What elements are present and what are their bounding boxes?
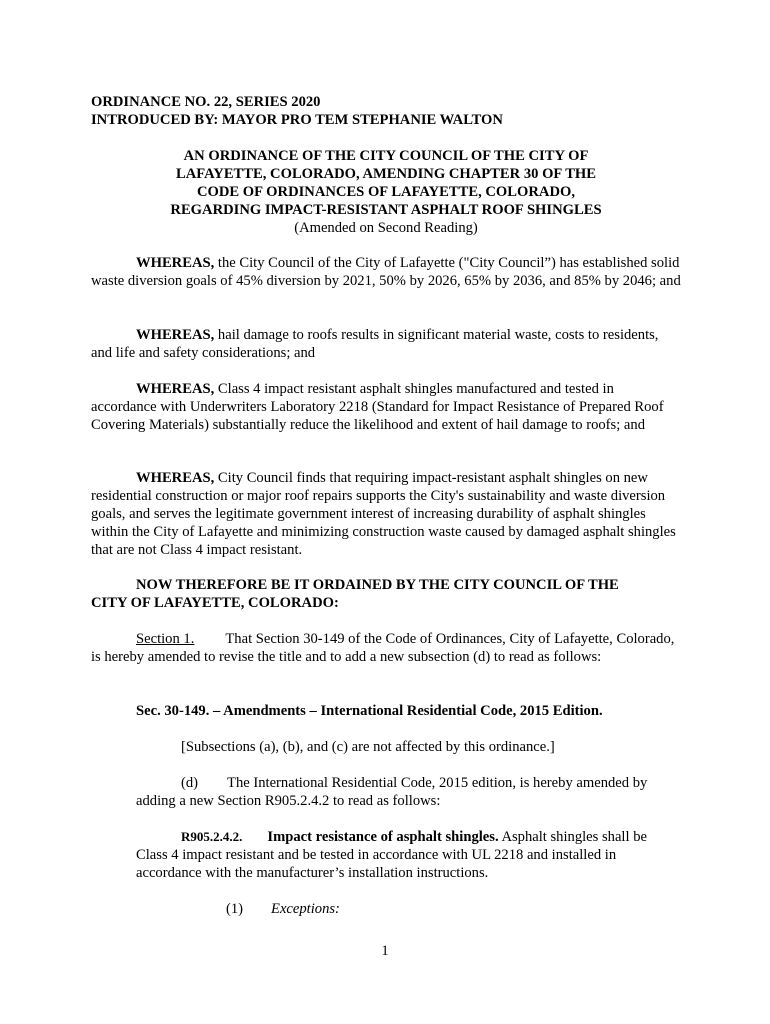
whereas-lead: WHEREAS, [136,470,215,486]
whereas-paragraph-2 [91,326,681,362]
r905-text: Asphalt shingles shall be Class 4 impact resistant and be tested in accordance with UL 2218 and installed in accordance with the manufacturer’s installation instructions. [136,829,647,881]
whereas-lead: WHEREAS, [136,255,215,271]
page-number: 1 [381,943,389,959]
title-line-4: REGARDING IMPACT-RESISTANT ASPHALT ROOF SHINGLES [170,202,602,218]
whereas-text: hail damage to roofs results in significant material waste, costs to residents, and life and safety considerations; and [91,327,659,361]
section-heading: Sec. 30-149. – Amendments – International Residential Code, 2015 Edition. [136,703,603,719]
section-1-label: Section 1. [136,631,195,647]
exceptions-heading: Exceptions: [271,901,340,917]
exceptions-line [226,900,426,918]
subsection-d-paragraph [136,774,681,810]
whereas-lead: WHEREAS, [136,381,215,397]
title-line-3: CODE OF ORDINANCES OF LAFAYETTE, COLORADO, [197,184,575,200]
subsection-d-label: (d) [181,775,199,791]
whereas-paragraph-3 [91,380,681,434]
r905-paragraph [136,828,681,882]
whereas-text: Class 4 impact resistant asphalt shingles manufactured and tested in accordance with Underwriters Laboratory 2218 (Standard for Impact Resistance of Prepared Roof Covering Materials) substantially reduce the likelihood and extent of hail damage to roofs; and [91,381,664,433]
title-line-2: LAFAYETTE, COLORADO, AMENDING CHAPTER 30 OF THE [175,166,597,182]
whereas-text: the City Council of the City of Lafayette ("City Council”) has established solid waste diversion goals of 45% diversion by 2021, 50% by 2026, 65% by 2036, and 85% by 2046; and [91,255,681,289]
exceptions-label: (1) [226,901,244,917]
subsections-note: [Subsections (a), (b), and (c) are not affected by this ordinance.] [181,739,555,755]
whereas-text: City Council finds that requiring impact-resistant asphalt shingles on new residential construction or major roof repairs supports the City's sustainability and waste diversion goals, and serves the legitimate government interest of increasing durability of asphalt shingles within the City of Lafayette and minimizing construction waste caused by damaged asphalt shingles that are not Class 4 impact resistant. [91,470,676,558]
ordained-clause: NOW THEREFORE BE IT ORDAINED BY THE CITY COUNCIL OF THE CITY OF LAFAYETTE, COLORADO: [91,577,619,611]
r905-heading: Impact resistance of asphalt shingles. [267,829,499,845]
subsection-d-text: The International Residential Code, 2015 edition, is hereby amended by adding a new Section R905.2.4.2 to read as follows: [136,775,648,809]
section-1-text: That Section 30-149 of the Code of Ordinances, City of Lafayette, Colorado, is hereby amended to revise the title and to add a new subsection (d) to read as follows: [91,631,675,665]
title-line-1: AN ORDINANCE OF THE CITY COUNCIL OF THE CITY OF [183,148,589,164]
whereas-paragraph-4 [91,469,681,559]
ordinance-number: ORDINANCE NO. 22, SERIES 2020 [91,94,321,110]
introduced-by: INTRODUCED BY: MAYOR PRO TEM STEPHANIE WALTON [91,112,503,128]
whereas-lead: WHEREAS, [136,327,215,343]
whereas-paragraph-1 [91,254,681,290]
r905-number: R905.2.4.2. [181,829,243,844]
amended-note: (Amended on Second Reading) [294,220,478,236]
section-1-paragraph [91,630,681,666]
